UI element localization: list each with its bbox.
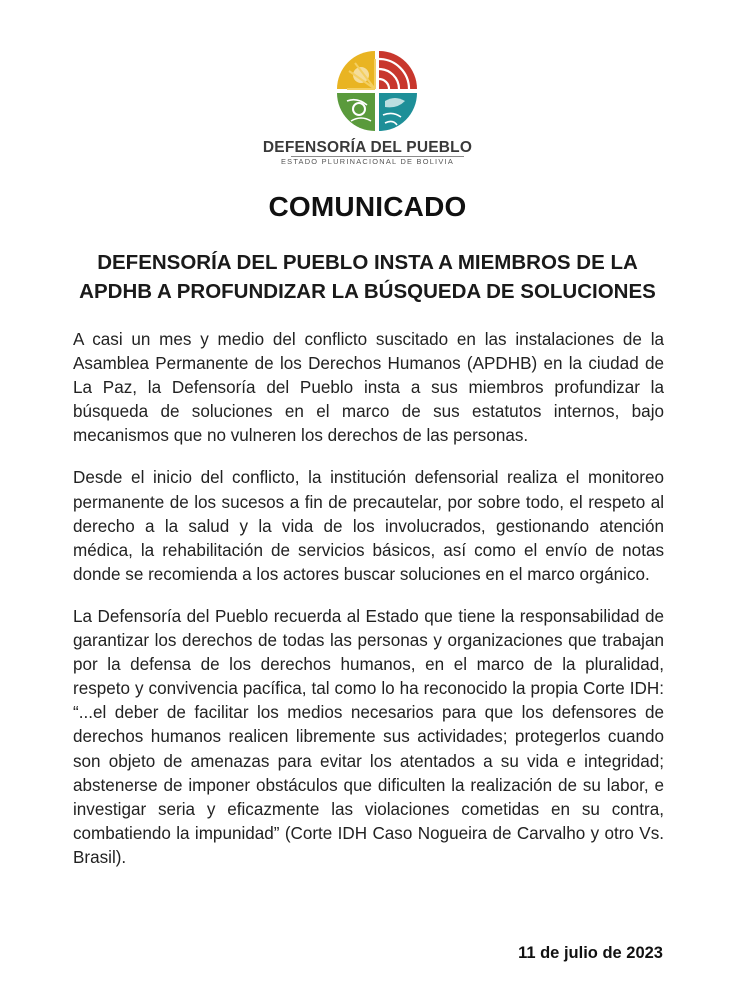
body-paragraph-1: A casi un mes y medio del conflicto suscitado en las instalaciones de la Asamblea Permanente de los Derechos Humanos (APDHB) en la ciudad de La Paz, la Defensoría del Pueblo insta a sus miembros profundizar la búsqueda de soluciones en el marco de sus estatutos internos, bajo mecanismos que no vulneren los derechos de las personas. — [73, 330, 664, 446]
defensoria-logo-icon — [335, 49, 419, 133]
organization-name: DEFENSORÍA DEL PUEBLO — [262, 139, 473, 156]
logo-green-quadrant — [337, 93, 375, 131]
document-subtitle: DEFENSORÍA DEL PUEBLO INSTA A MIEMBROS DE LA APDHB A PROFUNDIZAR LA BÚSQUEDA DE SOLUCIONES — [79, 251, 656, 303]
organization-subtitle: ESTADO PLURINACIONAL DE BOLIVIA — [280, 157, 455, 166]
document-date: 11 de julio de 2023 — [518, 944, 663, 962]
document-body — [73, 328, 664, 888]
body-paragraph-3: La Defensoría del Pueblo recuerda al Estado que tiene la responsabilidad de garantizar los derechos de todas las personas y organizaciones que trabajan por la defensa de los derechos humanos, en el marco de la pluralidad, respeto y convivencia pacífica, tal como lo ha reconocido la propia Corte IDH: “...el deber de facilitar los medios necesarios para que los defensores de derechos humanos realicen libremente sus actividades; protegerlos cuando son objeto de amenazas para evitar los atentados a su vida e integridad; abstenerse de imponer obstáculos que dificulten la realización de su labor, e investigar seria y eficazmente las violaciones cometidas en su contra, combatiendo la impunidad” (Corte IDH Caso Nogueira de Carvalho y otro Vs. Brasil). — [73, 606, 664, 867]
document-title: COMUNICADO — [268, 191, 467, 222]
body-paragraph-2: Desde el inicio del conflicto, la institución defensorial realiza el monitoreo permanente de los sucesos a fin de precautelar, por sobre todo, el respeto al derecho a la salud y la vida de los involucrados, gestionando atención médica, la rehabilitación de servicios básicos, así como el envío de notas donde se recomienda a los actores buscar soluciones en el marco orgánico. — [73, 468, 664, 584]
